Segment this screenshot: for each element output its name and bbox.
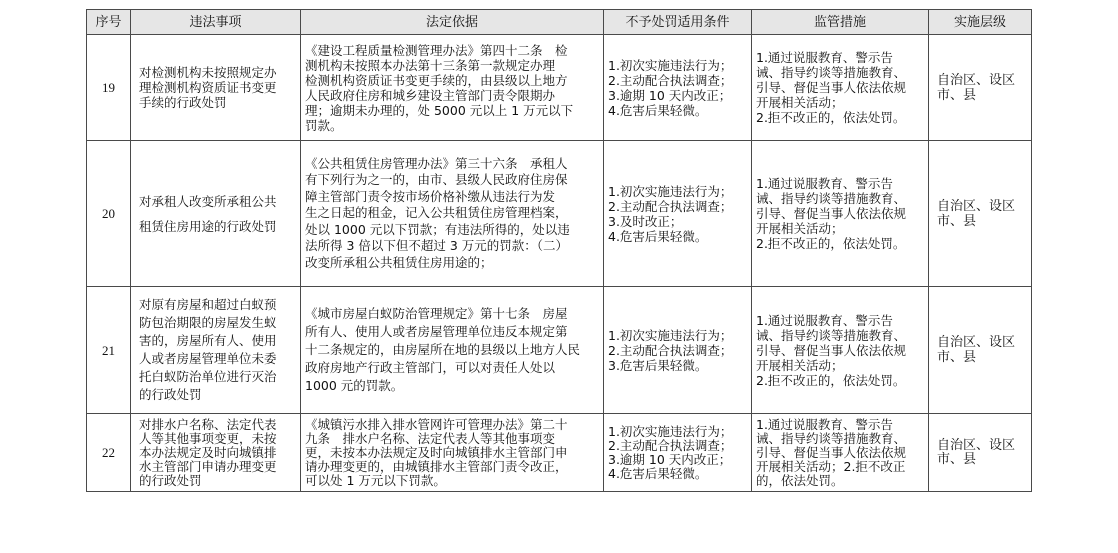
table-row: [87, 287, 1032, 414]
header-row: [87, 10, 1032, 35]
implementation-level: 自治区、设区 市、县: [929, 35, 1032, 141]
row-number: 20: [87, 141, 131, 287]
exemption-conditions: 1.初次实施违法行为； 2.主动配合执法调查； 3.危害后果轻微。: [604, 287, 752, 414]
implementation-level: 自治区、设区 市、县: [929, 414, 1032, 492]
row-number: 21: [87, 287, 131, 414]
violation-item: 对原有房屋和超过白蚁预 防包治期限的房屋发生蚁 害的，房屋所有人、使用 人或者房屋管理单位未委 托白蚁防治单位进行灭治 的行政处罚: [131, 287, 301, 414]
legal-basis: 《城市房屋白蚁防治管理规定》第十七条 房屋 所有人、使用人或者房屋管理单位违反本规定第 十二条规定的，由房屋所在地的县级以上地方人民 政府房地产行政主管部门，可以对责任人处以 1000 元的罚款。: [301, 287, 604, 414]
violation-item: 对检测机构未按照规定办 理检测机构资质证书变更 手续的行政处罚: [131, 35, 301, 141]
header-legal-basis: 法定依据: [301, 10, 604, 35]
violation-item: 对承租人改变所承租公共 租赁住房用途的行政处罚: [131, 141, 301, 287]
supervision-measures: 1.通过说服教育、警示告 诫、指导约谈等措施教育、 引导、督促当事人依法依规 开展相关活动； 2.拒不改正的，依法处罚。: [752, 141, 929, 287]
penalty-table-sheet: [86, 9, 1031, 492]
supervision-measures: 1.通过说服教育、警示告 诫、指导约谈等措施教育、 引导、督促当事人依法依规 开展相关活动； 2.拒不改正的，依法处罚。: [752, 35, 929, 141]
implementation-level: 自治区、设区 市、县: [929, 141, 1032, 287]
legal-basis: 《建设工程质量检测管理办法》第四十二条 检 测机构未按照本办法第十三条第一款规定办理 检测机构资质证书变更手续的，由县级以上地方 人民政府住房和城乡建设主管部门责令限期办 理；逾期未办理的，处 5000 元以上 1 万元以下 罚款。: [301, 35, 604, 141]
supervision-measures: 1.通过说服教育、警示告 诫、指导约谈等措施教育、 引导、督促当事人依法依规 开展相关活动；2.拒不改正 的，依法处罚。: [752, 414, 929, 492]
row-number: 22: [87, 414, 131, 492]
row-number: 19: [87, 35, 131, 141]
penalty-exemption-table: [86, 9, 1032, 492]
legal-basis: 《城镇污水排入排水管网许可管理办法》第二十 九条 排水户名称、法定代表人等其他事项变 更，未按本办法规定及时向城镇排水主管部门申 请办理变更的，由城镇排水主管部门责令改正， 可以处 1 万元以下罚款。: [301, 414, 604, 492]
header-exemption-conditions: 不予处罚适用条件: [604, 10, 752, 35]
violation-item: 对排水户名称、法定代表 人等其他事项变更，未按 本办法规定及时向城镇排 水主管部门申请办理变更 的行政处罚: [131, 414, 301, 492]
header-no: 序号: [87, 10, 131, 35]
table-row: [87, 141, 1032, 287]
supervision-measures: 1.通过说服教育、警示告 诫、指导约谈等措施教育、 引导、督促当事人依法依规 开展相关活动； 2.拒不改正的，依法处罚。: [752, 287, 929, 414]
header-supervision-measures: 监管措施: [752, 10, 929, 35]
header-implementation-level: 实施层级: [929, 10, 1032, 35]
header-violation-item: 违法事项: [131, 10, 301, 35]
exemption-conditions: 1.初次实施违法行为； 2.主动配合执法调查； 3.及时改正； 4.危害后果轻微。: [604, 141, 752, 287]
exemption-conditions: 1.初次实施违法行为； 2.主动配合执法调查； 3.逾期 10 天内改正； 4.危害后果轻微。: [604, 414, 752, 492]
implementation-level: 自治区、设区 市、县: [929, 287, 1032, 414]
exemption-conditions: 1.初次实施违法行为； 2.主动配合执法调查； 3.逾期 10 天内改正； 4.危害后果轻微。: [604, 35, 752, 141]
table-row: [87, 414, 1032, 492]
table-row: [87, 35, 1032, 141]
legal-basis: 《公共租赁住房管理办法》第三十六条 承租人 有下列行为之一的，由市、县级人民政府住房保 障主管部门责令按市场价格补缴从违法行为发 生之日起的租金，记入公共租赁住房管理档案， 处以 1000 元以下罚款；有违法所得的，处以违 法所得 3 倍以下但不超过 3 万元的罚款：（二） 改变所承租公共租赁住房用途的；: [301, 141, 604, 287]
